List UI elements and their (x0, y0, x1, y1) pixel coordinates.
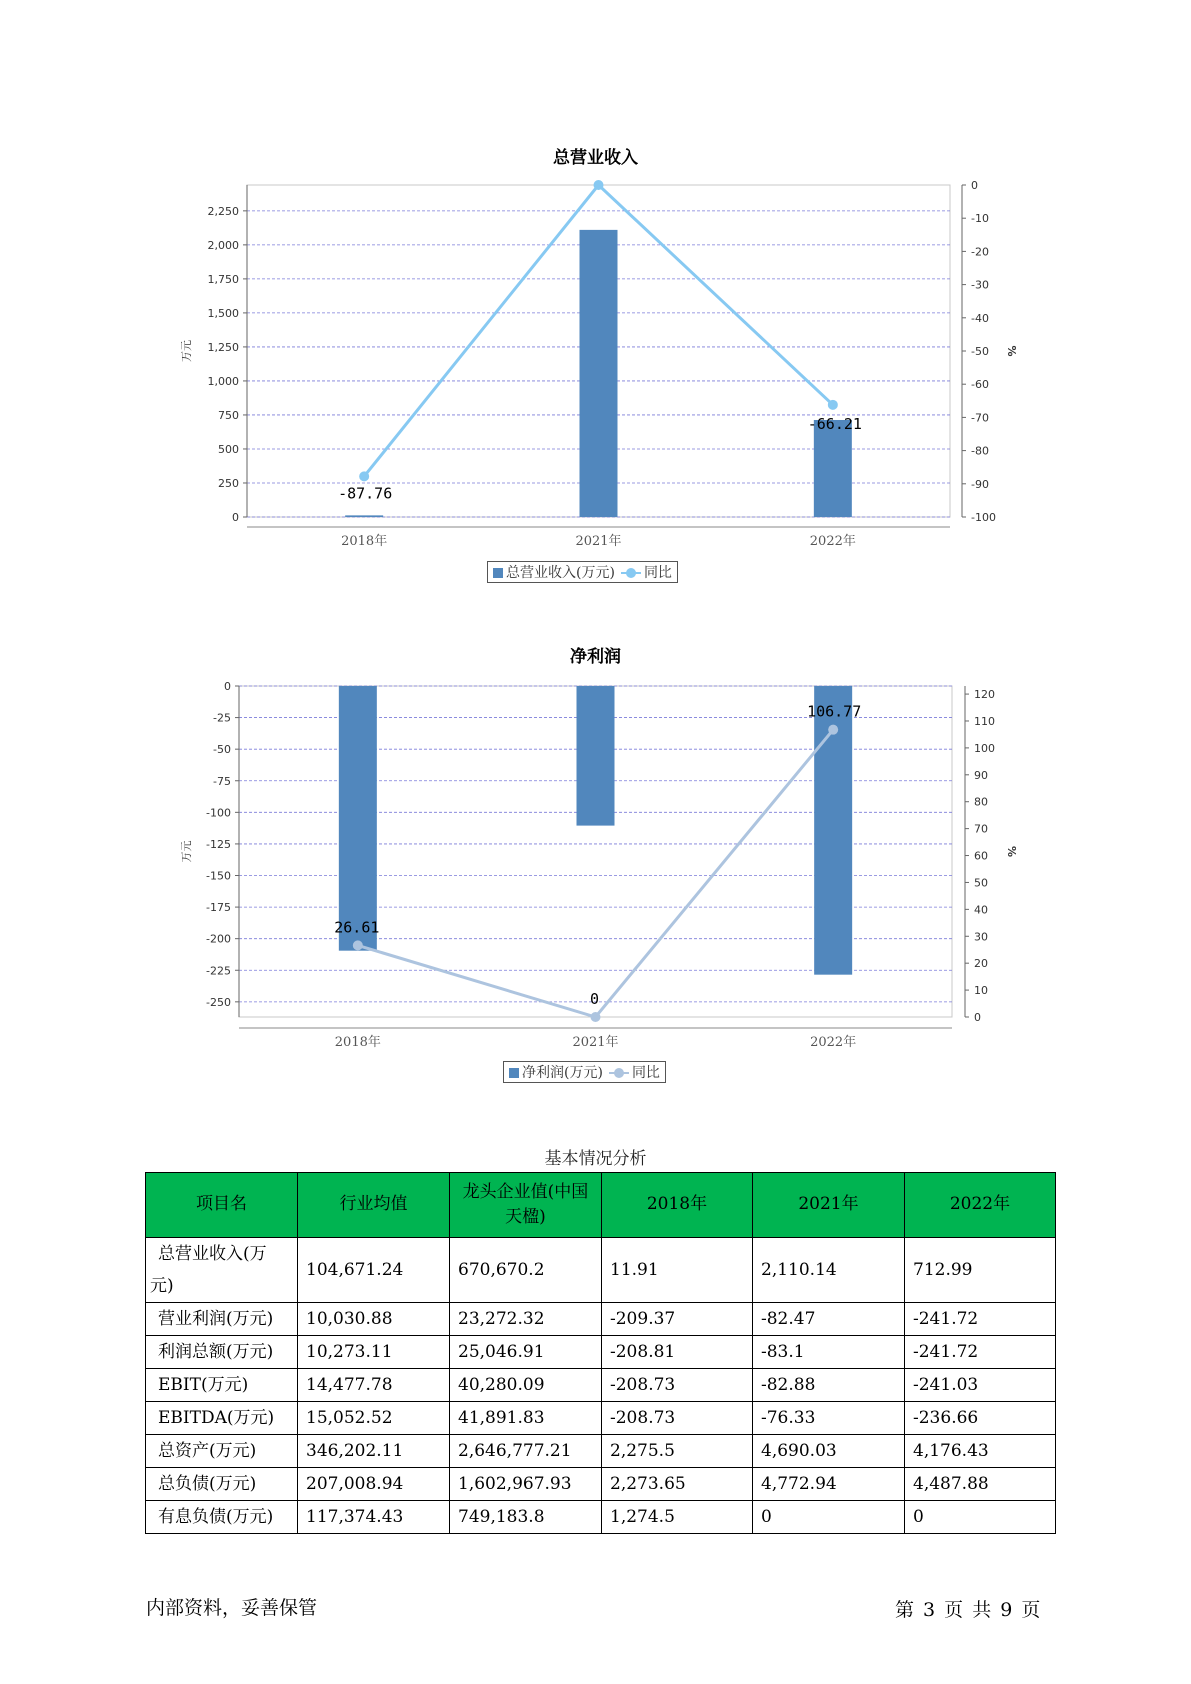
y2-tick-label: 100 (974, 741, 995, 755)
y2-tick-label: 40 (974, 903, 988, 917)
bar (577, 686, 615, 826)
y-tick-label: -75 (213, 774, 231, 788)
table-cell: 2,646,777.21 (450, 1435, 602, 1468)
table-cell: 2,273.65 (602, 1468, 753, 1501)
y-tick-label: -200 (206, 932, 231, 946)
x-tick-label: 2018年 (334, 1035, 381, 1050)
x-tick-label: 2022年 (810, 1035, 857, 1050)
legend-line-label: 同比 (643, 565, 672, 581)
y-tick-label: 2,250 (207, 204, 239, 218)
table-cell: 346,202.11 (298, 1435, 450, 1468)
y2-tick-label: -30 (971, 278, 989, 292)
y-tick-label: -125 (206, 837, 231, 851)
table-row (146, 1402, 1056, 1435)
data-label: -66.21 (807, 414, 862, 433)
y2-tick-label: -10 (971, 212, 989, 226)
y-tick-label: -225 (206, 964, 231, 978)
legend-bar-label: 净利润(万元) (522, 1065, 603, 1081)
y-axis-title: 万元 (180, 840, 193, 863)
row-label-cell: EBIT(万元) (146, 1369, 298, 1402)
data-label: 106.77 (807, 702, 862, 721)
y-tick-label: -175 (206, 901, 231, 915)
legend-bar-swatch (509, 1068, 519, 1078)
basic-analysis-table (145, 1172, 1056, 1534)
y2-tick-label: 60 (974, 849, 988, 863)
y2-tick-label: 80 (974, 795, 988, 809)
page-number: 第 3 页 共 9 页 (895, 1599, 1041, 1621)
chart2-legend (503, 1061, 666, 1083)
y-tick-label: 250 (218, 476, 239, 490)
y-tick-label: -250 (206, 995, 231, 1009)
y2-tick-label: 0 (971, 179, 978, 192)
y2-tick-label: -70 (971, 411, 989, 425)
yoy-point (828, 725, 838, 735)
row-label-cell: 总营业收入(万元) (146, 1238, 298, 1303)
table-cell: 40,280.09 (450, 1369, 602, 1402)
table-cell: 207,008.94 (298, 1468, 450, 1501)
y2-tick-label: 110 (974, 714, 995, 728)
y2-tick-label: 90 (974, 768, 988, 782)
table-row (146, 1238, 1056, 1303)
table-cell: 11.91 (602, 1238, 753, 1303)
y2-tick-label: 0 (974, 1011, 981, 1024)
column-header: 2021年 (753, 1173, 905, 1238)
column-header: 2018年 (602, 1173, 753, 1238)
table-cell: 749,183.8 (450, 1501, 602, 1534)
table-row (146, 1336, 1056, 1369)
bar (339, 686, 377, 951)
y2-tick-label: 70 (974, 822, 988, 836)
table-row (146, 1468, 1056, 1501)
table-cell: -208.73 (602, 1369, 753, 1402)
yoy-point (591, 1012, 601, 1022)
y-tick-label: 500 (218, 442, 239, 456)
table-cell: 0 (753, 1501, 905, 1534)
y-tick-label: 1,500 (207, 306, 239, 320)
table-cell: 4,487.88 (905, 1468, 1056, 1501)
table-cell: 25,046.91 (450, 1336, 602, 1369)
y2-tick-label: 20 (974, 957, 988, 971)
table-cell: 23,272.32 (450, 1303, 602, 1336)
x-tick-label: 2021年 (572, 1035, 619, 1050)
y-axis-title: 万元 (180, 340, 193, 362)
y2-tick-label: 50 (974, 876, 988, 890)
table-cell: 117,374.43 (298, 1501, 450, 1534)
table-header-row (146, 1173, 1056, 1238)
y2-tick-label: -20 (971, 245, 989, 259)
table-cell: 41,891.83 (450, 1402, 602, 1435)
table-row (146, 1501, 1056, 1534)
y2-axis-title: % (1005, 345, 1018, 357)
y2-tick-label: -100 (971, 511, 996, 524)
x-tick-label: 2022年 (809, 534, 856, 549)
y-tick-label: 750 (218, 408, 239, 422)
table-cell: -82.47 (753, 1303, 905, 1336)
y-tick-label: -25 (213, 711, 231, 725)
y-tick-label: 1,000 (207, 374, 239, 388)
row-label-cell: 总资产(万元) (146, 1435, 298, 1468)
table-cell: -83.1 (753, 1336, 905, 1369)
legend-line-marker-icon (609, 1068, 629, 1078)
table-cell: 1,602,967.93 (450, 1468, 602, 1501)
x-tick-label: 2018年 (341, 534, 388, 549)
column-header: 龙头企业值(中国天楹) (450, 1173, 602, 1238)
y2-tick-label: -50 (971, 345, 989, 358)
table-cell: 2,275.5 (602, 1435, 753, 1468)
legend-bar-label: 总营业收入(万元) (506, 565, 615, 581)
table-row (146, 1369, 1056, 1402)
table-row (146, 1435, 1056, 1468)
y-tick-label: 0 (224, 680, 231, 693)
row-label-cell: 总负债(万元) (146, 1468, 298, 1501)
legend-line-label: 同比 (631, 1065, 660, 1081)
table-cell: 1,274.5 (602, 1501, 753, 1534)
data-label: 26.61 (334, 918, 380, 937)
table-cell: 10,273.11 (298, 1336, 450, 1369)
y2-tick-label: -40 (971, 311, 989, 325)
footer-confidential-note: 内部资料，妥善保管 (146, 1597, 318, 1619)
table-cell: -241.03 (905, 1369, 1056, 1402)
chart1-title: 总营业收入 (553, 148, 638, 168)
table-cell: -82.88 (753, 1369, 905, 1402)
table-cell: -76.33 (753, 1402, 905, 1435)
y-tick-label: 1,750 (207, 272, 239, 286)
table-cell: -209.37 (602, 1303, 753, 1336)
y2-tick-label: -90 (971, 477, 989, 491)
y2-tick-label: 120 (974, 688, 995, 702)
row-label-cell: 营业利润(万元) (146, 1303, 298, 1336)
table-cell: 2,110.14 (753, 1238, 905, 1303)
y2-axis-title: % (1005, 845, 1018, 858)
table-cell: 104,671.24 (298, 1238, 450, 1303)
column-header: 项目名 (146, 1173, 298, 1238)
data-label: -87.76 (338, 484, 393, 503)
chart2-title: 净利润 (570, 647, 621, 667)
row-label-cell: 利润总额(万元) (146, 1336, 298, 1369)
table-cell: 670,670.2 (450, 1238, 602, 1303)
y-tick-label: 2,000 (207, 238, 239, 252)
table-cell: -241.72 (905, 1303, 1056, 1336)
y2-tick-label: -60 (971, 378, 989, 392)
table-cell: -208.73 (602, 1402, 753, 1435)
table-caption: 基本情况分析 (544, 1149, 647, 1169)
table-cell: 15,052.52 (298, 1402, 450, 1435)
y-tick-label: -150 (206, 869, 231, 883)
table-cell: 712.99 (905, 1238, 1056, 1303)
y-tick-label: -50 (213, 743, 231, 757)
table-cell: 14,477.78 (298, 1369, 450, 1402)
y2-tick-label: -80 (971, 444, 989, 458)
y2-tick-label: 10 (974, 984, 988, 998)
row-label-cell: EBITDA(万元) (146, 1402, 298, 1435)
column-header: 2022年 (905, 1173, 1056, 1238)
y2-tick-label: 30 (974, 930, 988, 944)
row-label-cell: 有息负债(万元) (146, 1501, 298, 1534)
table-cell: 0 (905, 1501, 1056, 1534)
column-header: 行业均值 (298, 1173, 450, 1238)
table-cell: -241.72 (905, 1336, 1056, 1369)
y-tick-label: -100 (206, 806, 231, 820)
table-cell: 4,690.03 (753, 1435, 905, 1468)
y-tick-label: 0 (232, 511, 239, 524)
yoy-point (353, 940, 363, 950)
table-row (146, 1303, 1056, 1336)
y-tick-label: 1,250 (207, 340, 239, 354)
table-cell: -236.66 (905, 1402, 1056, 1435)
x-tick-label: 2021年 (575, 534, 622, 549)
table-cell: 4,772.94 (753, 1468, 905, 1501)
table-cell: 4,176.43 (905, 1435, 1056, 1468)
data-label: 0 (589, 990, 600, 1008)
table-cell: 10,030.88 (298, 1303, 450, 1336)
table-cell: -208.81 (602, 1336, 753, 1369)
